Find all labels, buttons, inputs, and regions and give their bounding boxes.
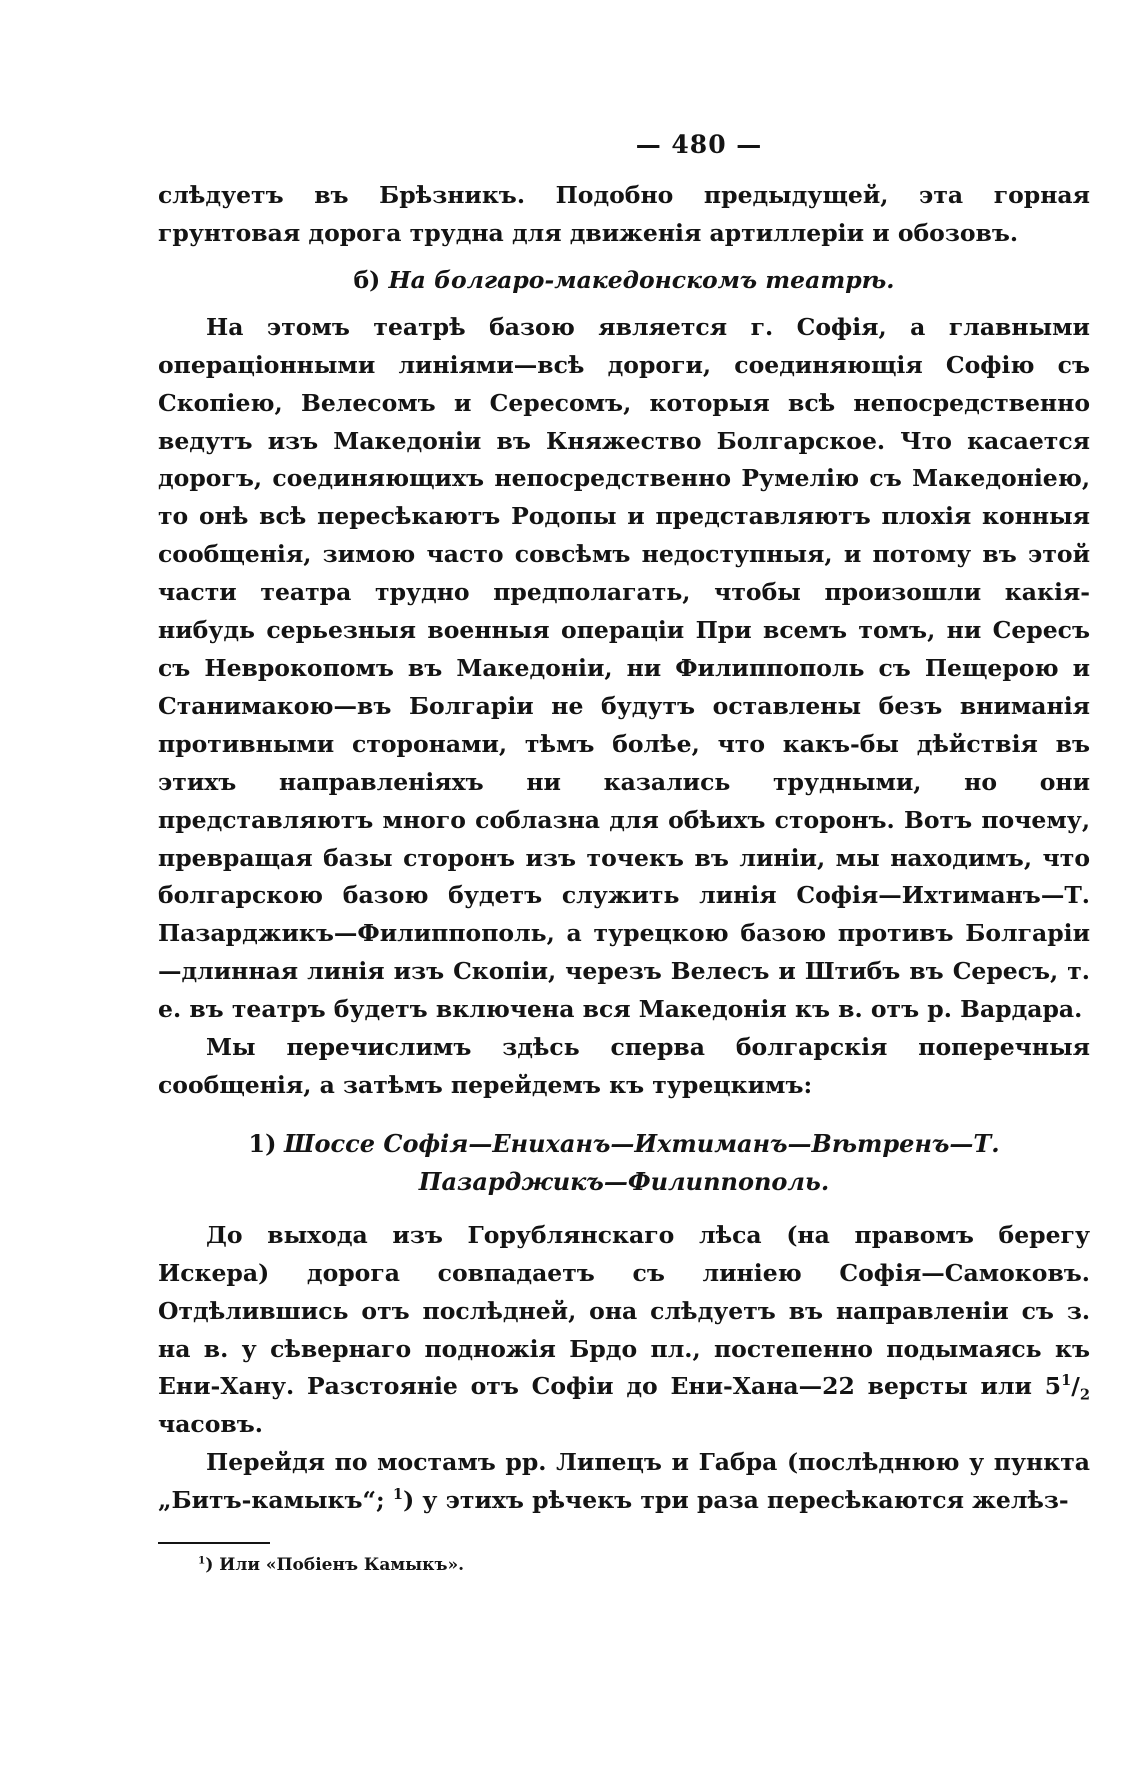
- route-number: 1): [248, 1128, 277, 1158]
- paragraph-4: [158, 1217, 1090, 1444]
- paragraph-4-end: часовъ.: [158, 1410, 263, 1439]
- book-page: [158, 130, 1090, 1578]
- footnote-rule: [158, 1542, 270, 1544]
- paragraph-5-text: Перейдя по мостамъ рр. Липецъ и Габра (послѣднюю у пункта „Битъ-камыкъ“;: [158, 1448, 1090, 1515]
- paragraph-1: слѣдуетъ въ Брѣзникъ. Подобно предыдущей, эта горная грунтовая дорога трудна для движенія артиллеріи и обозовъ.: [158, 181, 1090, 247]
- footnote-text: ) Или «Побіенъ Камыкъ».: [205, 1555, 465, 1576]
- route-heading: [158, 1125, 1090, 1201]
- footnote-marker: 1: [198, 1554, 206, 1567]
- section-heading: [158, 261, 1090, 299]
- paragraph-4-text: До выхода изъ Горублянскаго лѣса (на правомъ берегу Искера) дорога совпадаетъ съ линіею Софія—Самоковъ. Отдѣлившись отъ послѣдней, она слѣдуетъ въ направленіи съ з. на в. у сѣвернаго подножія Брдо пл., постепенно подымаясь къ Ени-Хану. Разстояніе отъ Софіи до Ени-Хана—22 версты или 5: [158, 1220, 1090, 1401]
- footnote-reference: 1: [392, 1486, 404, 1504]
- fraction-numerator: 1: [1061, 1372, 1072, 1390]
- paragraph-3: Мы перечислимъ здѣсь сперва болгарскія поперечныя сообщенія, а затѣмъ перейдемъ къ турецкимъ:: [158, 1033, 1090, 1099]
- paragraph-5: [158, 1444, 1090, 1520]
- fraction-denominator: 2: [1079, 1387, 1090, 1405]
- paragraph-2: На этомъ театрѣ базою является г. Софія, а главными операціонными линіями—всѣ дороги, соединяющія Софію съ Скопіею, Велесомъ и Сересомъ, которыя всѣ непосредственно ведутъ изъ Македоніи въ Княжество Болгарское. Что касается дорогъ, соединяющихъ непосредственно Румелію съ Македоніею, то онѣ всѣ пересѣкаютъ Родопы и представляютъ плохія конныя сообщенія, зимою часто совсѣмъ недоступныя, и потому въ этой части театра трудно предполагать, чтобы произошли какія-нибудь серьезныя военныя операціи При всемъ томъ, ни Сересъ съ Неврокопомъ въ Македоніи, ни Филиппополь съ Пещерою и Станимакою—въ Болгаріи не будутъ оставлены безъ вниманія противными сторонами, тѣмъ болѣе, что какъ-бы дѣйствія въ этихъ направленіяхъ ни казались трудными, но они представляютъ много соблазна для обѣихъ сторонъ. Вотъ почему, превращая базы сторонъ изъ точекъ въ линіи, мы находимъ, что болгарскою базою будетъ служить линія Софія—Ихтиманъ—Т. Пазарджикъ—Филиппополь, а турецкою базою противъ Болгаріи—длинная линія изъ Скопіи, черезъ Велесъ и Штибъ въ Сересъ, т. е. въ театръ будетъ включена вся Македонія къ в. отъ р. Вардара.: [158, 312, 1090, 1024]
- section-letter: б): [353, 265, 381, 294]
- page-number: — 480 —: [635, 130, 763, 159]
- paragraph-5-end: ) у этихъ рѣчекъ три раза пересѣкаются желѣз-: [403, 1486, 1069, 1515]
- footnote: [158, 1552, 1090, 1578]
- route-title: Шоссе Софія—Ениханъ—Ихтиманъ—Вѣтренъ—Т. Пазарджикъ—Филиппополь.: [284, 1128, 1000, 1196]
- fraction-slash: /: [1071, 1372, 1080, 1401]
- section-title: На болгаро-македонскомъ театрѣ.: [388, 265, 895, 294]
